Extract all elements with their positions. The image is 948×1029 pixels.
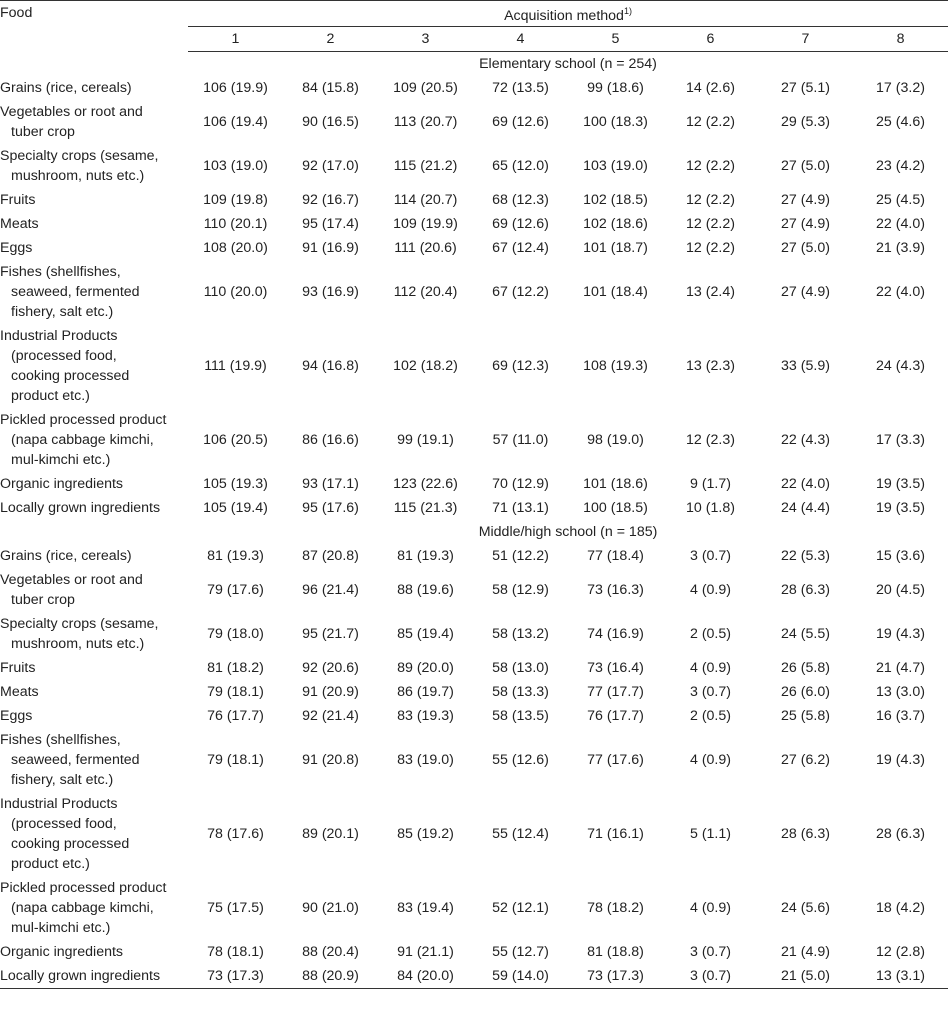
value-cell-method-6: 12 (2.2) <box>686 240 735 256</box>
food-column-header: Food <box>0 1 188 52</box>
value-cell-method-1: 73 (17.3) <box>188 964 283 989</box>
food-name-cell <box>0 568 188 612</box>
value-cell-method-4: 68 (12.3) <box>492 192 549 208</box>
food-name-line: (napa cabbage kimchi, <box>11 900 154 916</box>
food-name-cell <box>0 544 188 568</box>
value-cell-method-4: 59 (14.0) <box>473 964 568 989</box>
value-cell-method-4: 69 (12.3) <box>492 358 549 374</box>
value-cell-method-7: 21 (4.9) <box>781 944 830 960</box>
value-cell-method-8: 18 (4.2) <box>876 900 925 916</box>
method-header-3: 3 <box>378 27 473 52</box>
acquisition-method-header <box>188 1 948 27</box>
food-name-cell <box>0 792 188 876</box>
value-cell-method-4: 55 (12.7) <box>492 944 549 960</box>
food-name-cell <box>0 496 188 520</box>
value-cell-method-3: 88 (19.6) <box>397 582 454 598</box>
value-cell-method-1: 79 (18.1) <box>207 684 264 700</box>
food-name-line: Vegetables or root and <box>0 104 143 120</box>
food-name-line: Grains (rice, cereals) <box>0 80 132 96</box>
value-cell-method-2: 92 (16.7) <box>302 192 359 208</box>
food-name-line: Pickled processed product <box>0 880 167 896</box>
value-cell-method-2: 86 (16.6) <box>302 432 359 448</box>
food-name-line: product etc.) <box>11 856 90 872</box>
value-cell-method-6: 4 (0.9) <box>689 582 731 598</box>
value-cell-method-8: 19 (3.5) <box>876 476 925 492</box>
value-cell-method-2: 94 (16.8) <box>302 358 359 374</box>
food-name-line: Specialty crops (sesame, <box>0 616 159 632</box>
value-cell-method-5: 101 (18.4) <box>583 284 648 300</box>
value-cell-method-5: 101 (18.6) <box>583 476 648 492</box>
food-name-cell <box>0 408 188 472</box>
section-header-row <box>0 520 948 544</box>
value-cell-method-3: 113 (20.7) <box>393 114 458 130</box>
value-cell-method-6: 2 (0.5) <box>689 626 731 642</box>
value-cell-method-8: 17 (3.2) <box>876 80 925 96</box>
value-cell-method-5: 103 (19.0) <box>583 158 648 174</box>
value-cell-method-1: 110 (20.1) <box>203 216 268 232</box>
value-cell-method-3: 85 (19.4) <box>397 626 454 642</box>
food-name-cell <box>0 144 188 188</box>
value-cell-method-6: 12 (2.2) <box>686 158 735 174</box>
food-name-cell <box>0 212 188 236</box>
value-cell-method-6: 3 (0.7) <box>663 964 758 989</box>
food-name-cell <box>0 612 188 656</box>
value-cell-method-8: 20 (4.5) <box>876 582 925 598</box>
table-row <box>0 792 948 876</box>
value-cell-method-2: 93 (17.1) <box>302 476 359 492</box>
section-spacer <box>0 520 188 544</box>
section-title: Middle/high school (n = 185) <box>478 524 658 540</box>
table-row <box>0 236 948 260</box>
value-cell-method-3: 115 (21.3) <box>393 500 458 516</box>
food-name-line: Grains (rice, cereals) <box>0 548 132 564</box>
food-name-line: Locally grown ingredients <box>0 968 161 984</box>
value-cell-method-5: 74 (16.9) <box>587 626 644 642</box>
value-cell-method-4: 58 (13.0) <box>492 660 549 676</box>
food-name-line: product etc.) <box>11 388 90 404</box>
food-name-line: Organic ingredients <box>0 476 124 492</box>
value-cell-method-1: 79 (18.0) <box>207 626 264 642</box>
food-name-cell <box>0 704 188 728</box>
value-cell-method-8: 21 (3.9) <box>876 240 925 256</box>
table-row <box>0 544 948 568</box>
value-cell-method-3: 85 (19.2) <box>397 826 454 842</box>
value-cell-method-4: 70 (12.9) <box>492 476 549 492</box>
food-name-line: Organic ingredients <box>0 944 124 960</box>
value-cell-method-5: 77 (17.7) <box>587 684 644 700</box>
value-cell-method-3: 114 (20.7) <box>393 192 458 208</box>
value-cell-method-7: 28 (6.3) <box>781 582 830 598</box>
value-cell-method-8: 24 (4.3) <box>876 358 925 374</box>
value-cell-method-2: 87 (20.8) <box>302 548 359 564</box>
value-cell-method-5: 102 (18.5) <box>583 192 648 208</box>
food-name-line: Fishes (shellfishes, <box>0 264 121 280</box>
value-cell-method-2: 93 (16.9) <box>302 284 359 300</box>
value-cell-method-1: 105 (19.4) <box>203 500 268 516</box>
food-name-line: tuber crop <box>11 592 75 608</box>
food-name-line: Meats <box>0 216 39 232</box>
value-cell-method-4: 58 (13.5) <box>492 708 549 724</box>
table-row <box>0 940 948 964</box>
food-name-line: Industrial Products <box>0 796 118 812</box>
section-spacer <box>0 52 188 77</box>
value-cell-method-3: 111 (20.6) <box>394 240 457 256</box>
value-cell-method-4: 72 (13.5) <box>492 80 549 96</box>
value-cell-method-1: 111 (19.9) <box>204 358 267 374</box>
value-cell-method-4: 71 (13.1) <box>492 500 549 516</box>
value-cell-method-7: 27 (5.0) <box>781 240 830 256</box>
value-cell-method-2: 95 (17.6) <box>302 500 359 516</box>
food-name-line: Industrial Products <box>0 328 118 344</box>
value-cell-method-6: 3 (0.7) <box>689 684 731 700</box>
food-name-line: Pickled processed product <box>0 412 167 428</box>
value-cell-method-2: 92 (21.4) <box>302 708 359 724</box>
value-cell-method-7: 24 (5.6) <box>781 900 830 916</box>
table-row <box>0 612 948 656</box>
food-name-cell <box>0 100 188 144</box>
value-cell-method-5: 98 (19.0) <box>587 432 644 448</box>
food-name-cell <box>0 472 188 496</box>
value-cell-method-3: 91 (21.1) <box>397 944 454 960</box>
food-name-cell <box>0 236 188 260</box>
value-cell-method-7: 28 (6.3) <box>781 826 830 842</box>
food-name-line: Fruits <box>0 660 36 676</box>
food-name-line: mushroom, nuts etc.) <box>11 636 145 652</box>
value-cell-method-6: 12 (2.2) <box>686 192 735 208</box>
value-cell-method-3: 81 (19.3) <box>397 548 454 564</box>
value-cell-method-5: 102 (18.6) <box>583 216 648 232</box>
value-cell-method-1: 108 (20.0) <box>203 240 268 256</box>
food-name-cell <box>0 76 188 100</box>
value-cell-method-8: 17 (3.3) <box>876 432 925 448</box>
food-name-line: Fishes (shellfishes, <box>0 732 121 748</box>
value-cell-method-7: 26 (6.0) <box>781 684 830 700</box>
value-cell-method-6: 4 (0.9) <box>689 752 731 768</box>
value-cell-method-4: 58 (13.3) <box>492 684 549 700</box>
value-cell-method-6: 12 (2.2) <box>686 216 735 232</box>
value-cell-method-3: 109 (20.5) <box>393 80 458 96</box>
value-cell-method-7: 22 (4.0) <box>781 476 830 492</box>
acquisition-method-label: Acquisition method <box>504 8 624 24</box>
value-cell-method-7: 22 (5.3) <box>781 548 830 564</box>
value-cell-method-1: 76 (17.7) <box>207 708 264 724</box>
value-cell-method-1: 78 (17.6) <box>207 826 264 842</box>
value-cell-method-2: 91 (20.9) <box>302 684 359 700</box>
value-cell-method-8: 15 (3.6) <box>876 548 925 564</box>
header-row <box>0 1 948 27</box>
value-cell-method-3: 123 (22.6) <box>393 476 458 492</box>
food-name-line: (processed food, <box>11 816 117 832</box>
table-row <box>0 964 948 989</box>
table-row <box>0 876 948 940</box>
value-cell-method-3: 89 (20.0) <box>397 660 454 676</box>
table-row <box>0 260 948 324</box>
value-cell-method-4: 67 (12.4) <box>492 240 549 256</box>
value-cell-method-6: 13 (2.4) <box>686 284 735 300</box>
value-cell-method-4: 57 (11.0) <box>492 432 549 448</box>
method-header-4: 4 <box>473 27 568 52</box>
food-name-cell <box>0 876 188 940</box>
value-cell-method-8: 22 (4.0) <box>876 216 925 232</box>
food-name-line: Specialty crops (sesame, <box>0 148 159 164</box>
food-name-line: Eggs <box>0 708 33 724</box>
value-cell-method-2: 91 (20.8) <box>302 752 359 768</box>
food-name-line: Fruits <box>0 192 36 208</box>
value-cell-method-3: 99 (19.1) <box>397 432 454 448</box>
food-name-cell <box>0 260 188 324</box>
food-name-cell <box>0 680 188 704</box>
table-row <box>0 680 948 704</box>
value-cell-method-7: 26 (5.8) <box>781 660 830 676</box>
value-cell-method-6: 4 (0.9) <box>689 900 731 916</box>
value-cell-method-4: 69 (12.6) <box>492 114 549 130</box>
value-cell-method-4: 55 (12.4) <box>492 826 549 842</box>
value-cell-method-1: 110 (20.0) <box>203 284 268 300</box>
value-cell-method-8: 22 (4.0) <box>876 284 925 300</box>
table-body <box>0 52 948 989</box>
value-cell-method-3: 112 (20.4) <box>393 284 458 300</box>
value-cell-method-6: 3 (0.7) <box>689 548 731 564</box>
value-cell-method-1: 105 (19.3) <box>203 476 268 492</box>
value-cell-method-1: 79 (17.6) <box>207 582 264 598</box>
table-row <box>0 408 948 472</box>
method-header-8: 8 <box>853 27 948 52</box>
food-name-line: fishery, salt etc.) <box>11 304 114 320</box>
value-cell-method-6: 3 (0.7) <box>689 944 731 960</box>
value-cell-method-6: 13 (2.3) <box>686 358 735 374</box>
value-cell-method-1: 79 (18.1) <box>207 752 264 768</box>
value-cell-method-6: 14 (2.6) <box>686 80 735 96</box>
value-cell-method-3: 109 (19.9) <box>393 216 458 232</box>
value-cell-method-7: 24 (4.4) <box>781 500 830 516</box>
value-cell-method-2: 92 (20.6) <box>302 660 359 676</box>
table-row <box>0 472 948 496</box>
value-cell-method-5: 99 (18.6) <box>587 80 644 96</box>
value-cell-method-6: 10 (1.8) <box>686 500 735 516</box>
table-row <box>0 656 948 680</box>
value-cell-method-4: 52 (12.1) <box>492 900 549 916</box>
value-cell-method-8: 16 (3.7) <box>876 708 925 724</box>
table-row <box>0 568 948 612</box>
value-cell-method-4: 55 (12.6) <box>492 752 549 768</box>
section-title: Elementary school (n = 254) <box>479 56 657 72</box>
food-name-cell <box>0 964 188 989</box>
food-name-cell <box>0 940 188 964</box>
value-cell-method-1: 81 (18.2) <box>207 660 264 676</box>
food-name-line: (processed food, <box>11 348 117 364</box>
method-header-1: 1 <box>188 27 283 52</box>
value-cell-method-3: 83 (19.0) <box>397 752 454 768</box>
value-cell-method-1: 78 (18.1) <box>207 944 264 960</box>
value-cell-method-3: 102 (18.2) <box>393 358 458 374</box>
value-cell-method-7: 25 (5.8) <box>781 708 830 724</box>
table-row <box>0 324 948 408</box>
food-name-cell <box>0 324 188 408</box>
value-cell-method-5: 100 (18.3) <box>583 114 648 130</box>
value-cell-method-1: 106 (19.4) <box>203 114 268 130</box>
value-cell-method-8: 19 (3.5) <box>876 500 925 516</box>
table-row <box>0 144 948 188</box>
food-name-cell <box>0 728 188 792</box>
food-name-line: Locally grown ingredients <box>0 500 161 516</box>
section-header-row <box>0 52 948 77</box>
value-cell-method-4: 67 (12.2) <box>492 284 549 300</box>
value-cell-method-8: 19 (4.3) <box>876 752 925 768</box>
value-cell-method-6: 12 (2.2) <box>686 114 735 130</box>
value-cell-method-4: 51 (12.2) <box>492 548 549 564</box>
value-cell-method-1: 106 (19.9) <box>203 80 268 96</box>
value-cell-method-6: 4 (0.9) <box>689 660 731 676</box>
value-cell-method-4: 69 (12.6) <box>492 216 549 232</box>
value-cell-method-6: 5 (1.1) <box>689 826 731 842</box>
footnote-marker: 1) <box>623 6 632 16</box>
method-header-2: 2 <box>283 27 378 52</box>
value-cell-method-2: 96 (21.4) <box>302 582 359 598</box>
value-cell-method-7: 27 (5.0) <box>781 158 830 174</box>
value-cell-method-5: 78 (18.2) <box>587 900 644 916</box>
value-cell-method-8: 25 (4.5) <box>876 192 925 208</box>
value-cell-method-3: 83 (19.3) <box>397 708 454 724</box>
value-cell-method-2: 89 (20.1) <box>302 826 359 842</box>
food-name-line: fishery, salt etc.) <box>11 772 114 788</box>
value-cell-method-8: 19 (4.3) <box>876 626 925 642</box>
value-cell-method-6: 2 (0.5) <box>689 708 731 724</box>
food-name-cell <box>0 656 188 680</box>
value-cell-method-2: 91 (16.9) <box>302 240 359 256</box>
value-cell-method-3: 84 (20.0) <box>378 964 473 989</box>
value-cell-method-1: 81 (19.3) <box>207 548 264 564</box>
value-cell-method-5: 76 (17.7) <box>587 708 644 724</box>
value-cell-method-1: 109 (19.8) <box>203 192 268 208</box>
table-row <box>0 704 948 728</box>
value-cell-method-6: 9 (1.7) <box>689 476 731 492</box>
value-cell-method-1: 106 (20.5) <box>203 432 268 448</box>
value-cell-method-7: 21 (5.0) <box>758 964 853 989</box>
table-row <box>0 728 948 792</box>
table-row <box>0 188 948 212</box>
food-name-line: (napa cabbage kimchi, <box>11 432 154 448</box>
value-cell-method-5: 108 (19.3) <box>583 358 648 374</box>
food-name-line: tuber crop <box>11 124 75 140</box>
value-cell-method-7: 22 (4.3) <box>781 432 830 448</box>
value-cell-method-7: 27 (5.1) <box>781 80 830 96</box>
value-cell-method-8: 21 (4.7) <box>876 660 925 676</box>
value-cell-method-7: 27 (4.9) <box>781 216 830 232</box>
value-cell-method-2: 95 (17.4) <box>302 216 359 232</box>
value-cell-method-5: 73 (16.3) <box>587 582 644 598</box>
value-cell-method-7: 27 (4.9) <box>781 192 830 208</box>
value-cell-method-4: 58 (12.9) <box>492 582 549 598</box>
value-cell-method-4: 58 (13.2) <box>492 626 549 642</box>
food-name-line: Eggs <box>0 240 33 256</box>
value-cell-method-8: 25 (4.6) <box>876 114 925 130</box>
table-row <box>0 100 948 144</box>
table-row <box>0 212 948 236</box>
value-cell-method-2: 95 (21.7) <box>302 626 359 642</box>
food-name-line: mushroom, nuts etc.) <box>11 168 145 184</box>
value-cell-method-7: 27 (6.2) <box>781 752 830 768</box>
food-name-line: Meats <box>0 684 39 700</box>
value-cell-method-8: 28 (6.3) <box>876 826 925 842</box>
value-cell-method-3: 86 (19.7) <box>397 684 454 700</box>
method-header-5: 5 <box>568 27 663 52</box>
value-cell-method-7: 24 (5.5) <box>781 626 830 642</box>
value-cell-method-7: 27 (4.9) <box>781 284 830 300</box>
value-cell-method-2: 84 (15.8) <box>302 80 359 96</box>
value-cell-method-8: 13 (3.0) <box>876 684 925 700</box>
method-header-7: 7 <box>758 27 853 52</box>
value-cell-method-8: 12 (2.8) <box>876 944 925 960</box>
food-name-line: Vegetables or root and <box>0 572 143 588</box>
food-name-line: seaweed, fermented <box>11 752 140 768</box>
value-cell-method-2: 90 (21.0) <box>302 900 359 916</box>
value-cell-method-5: 73 (17.3) <box>568 964 663 989</box>
value-cell-method-2: 88 (20.4) <box>302 944 359 960</box>
table-row <box>0 76 948 100</box>
value-cell-method-1: 75 (17.5) <box>207 900 264 916</box>
value-cell-method-6: 12 (2.3) <box>686 432 735 448</box>
food-name-line: seaweed, fermented <box>11 284 140 300</box>
food-name-line: cooking processed <box>11 368 130 384</box>
method-header-6: 6 <box>663 27 758 52</box>
value-cell-method-2: 92 (17.0) <box>302 158 359 174</box>
food-name-line: mul-kimchi etc.) <box>11 920 111 936</box>
value-cell-method-7: 33 (5.9) <box>781 358 830 374</box>
value-cell-method-2: 90 (16.5) <box>302 114 359 130</box>
value-cell-method-3: 83 (19.4) <box>397 900 454 916</box>
value-cell-method-3: 115 (21.2) <box>393 158 458 174</box>
value-cell-method-5: 77 (18.4) <box>587 548 644 564</box>
table-row <box>0 496 948 520</box>
value-cell-method-5: 101 (18.7) <box>583 240 648 256</box>
food-name-line: cooking processed <box>11 836 130 852</box>
value-cell-method-5: 71 (16.1) <box>587 826 644 842</box>
value-cell-method-4: 65 (12.0) <box>492 158 549 174</box>
value-cell-method-7: 29 (5.3) <box>781 114 830 130</box>
value-cell-method-2: 88 (20.9) <box>283 964 378 989</box>
food-name-cell <box>0 188 188 212</box>
value-cell-method-5: 73 (16.4) <box>587 660 644 676</box>
value-cell-method-1: 103 (19.0) <box>203 158 268 174</box>
value-cell-method-5: 81 (18.8) <box>587 944 644 960</box>
value-cell-method-8: 23 (4.2) <box>876 158 925 174</box>
value-cell-method-8: 13 (3.1) <box>853 964 948 989</box>
value-cell-method-5: 100 (18.5) <box>583 500 648 516</box>
value-cell-method-5: 77 (17.6) <box>587 752 644 768</box>
food-name-line: mul-kimchi etc.) <box>11 452 111 468</box>
